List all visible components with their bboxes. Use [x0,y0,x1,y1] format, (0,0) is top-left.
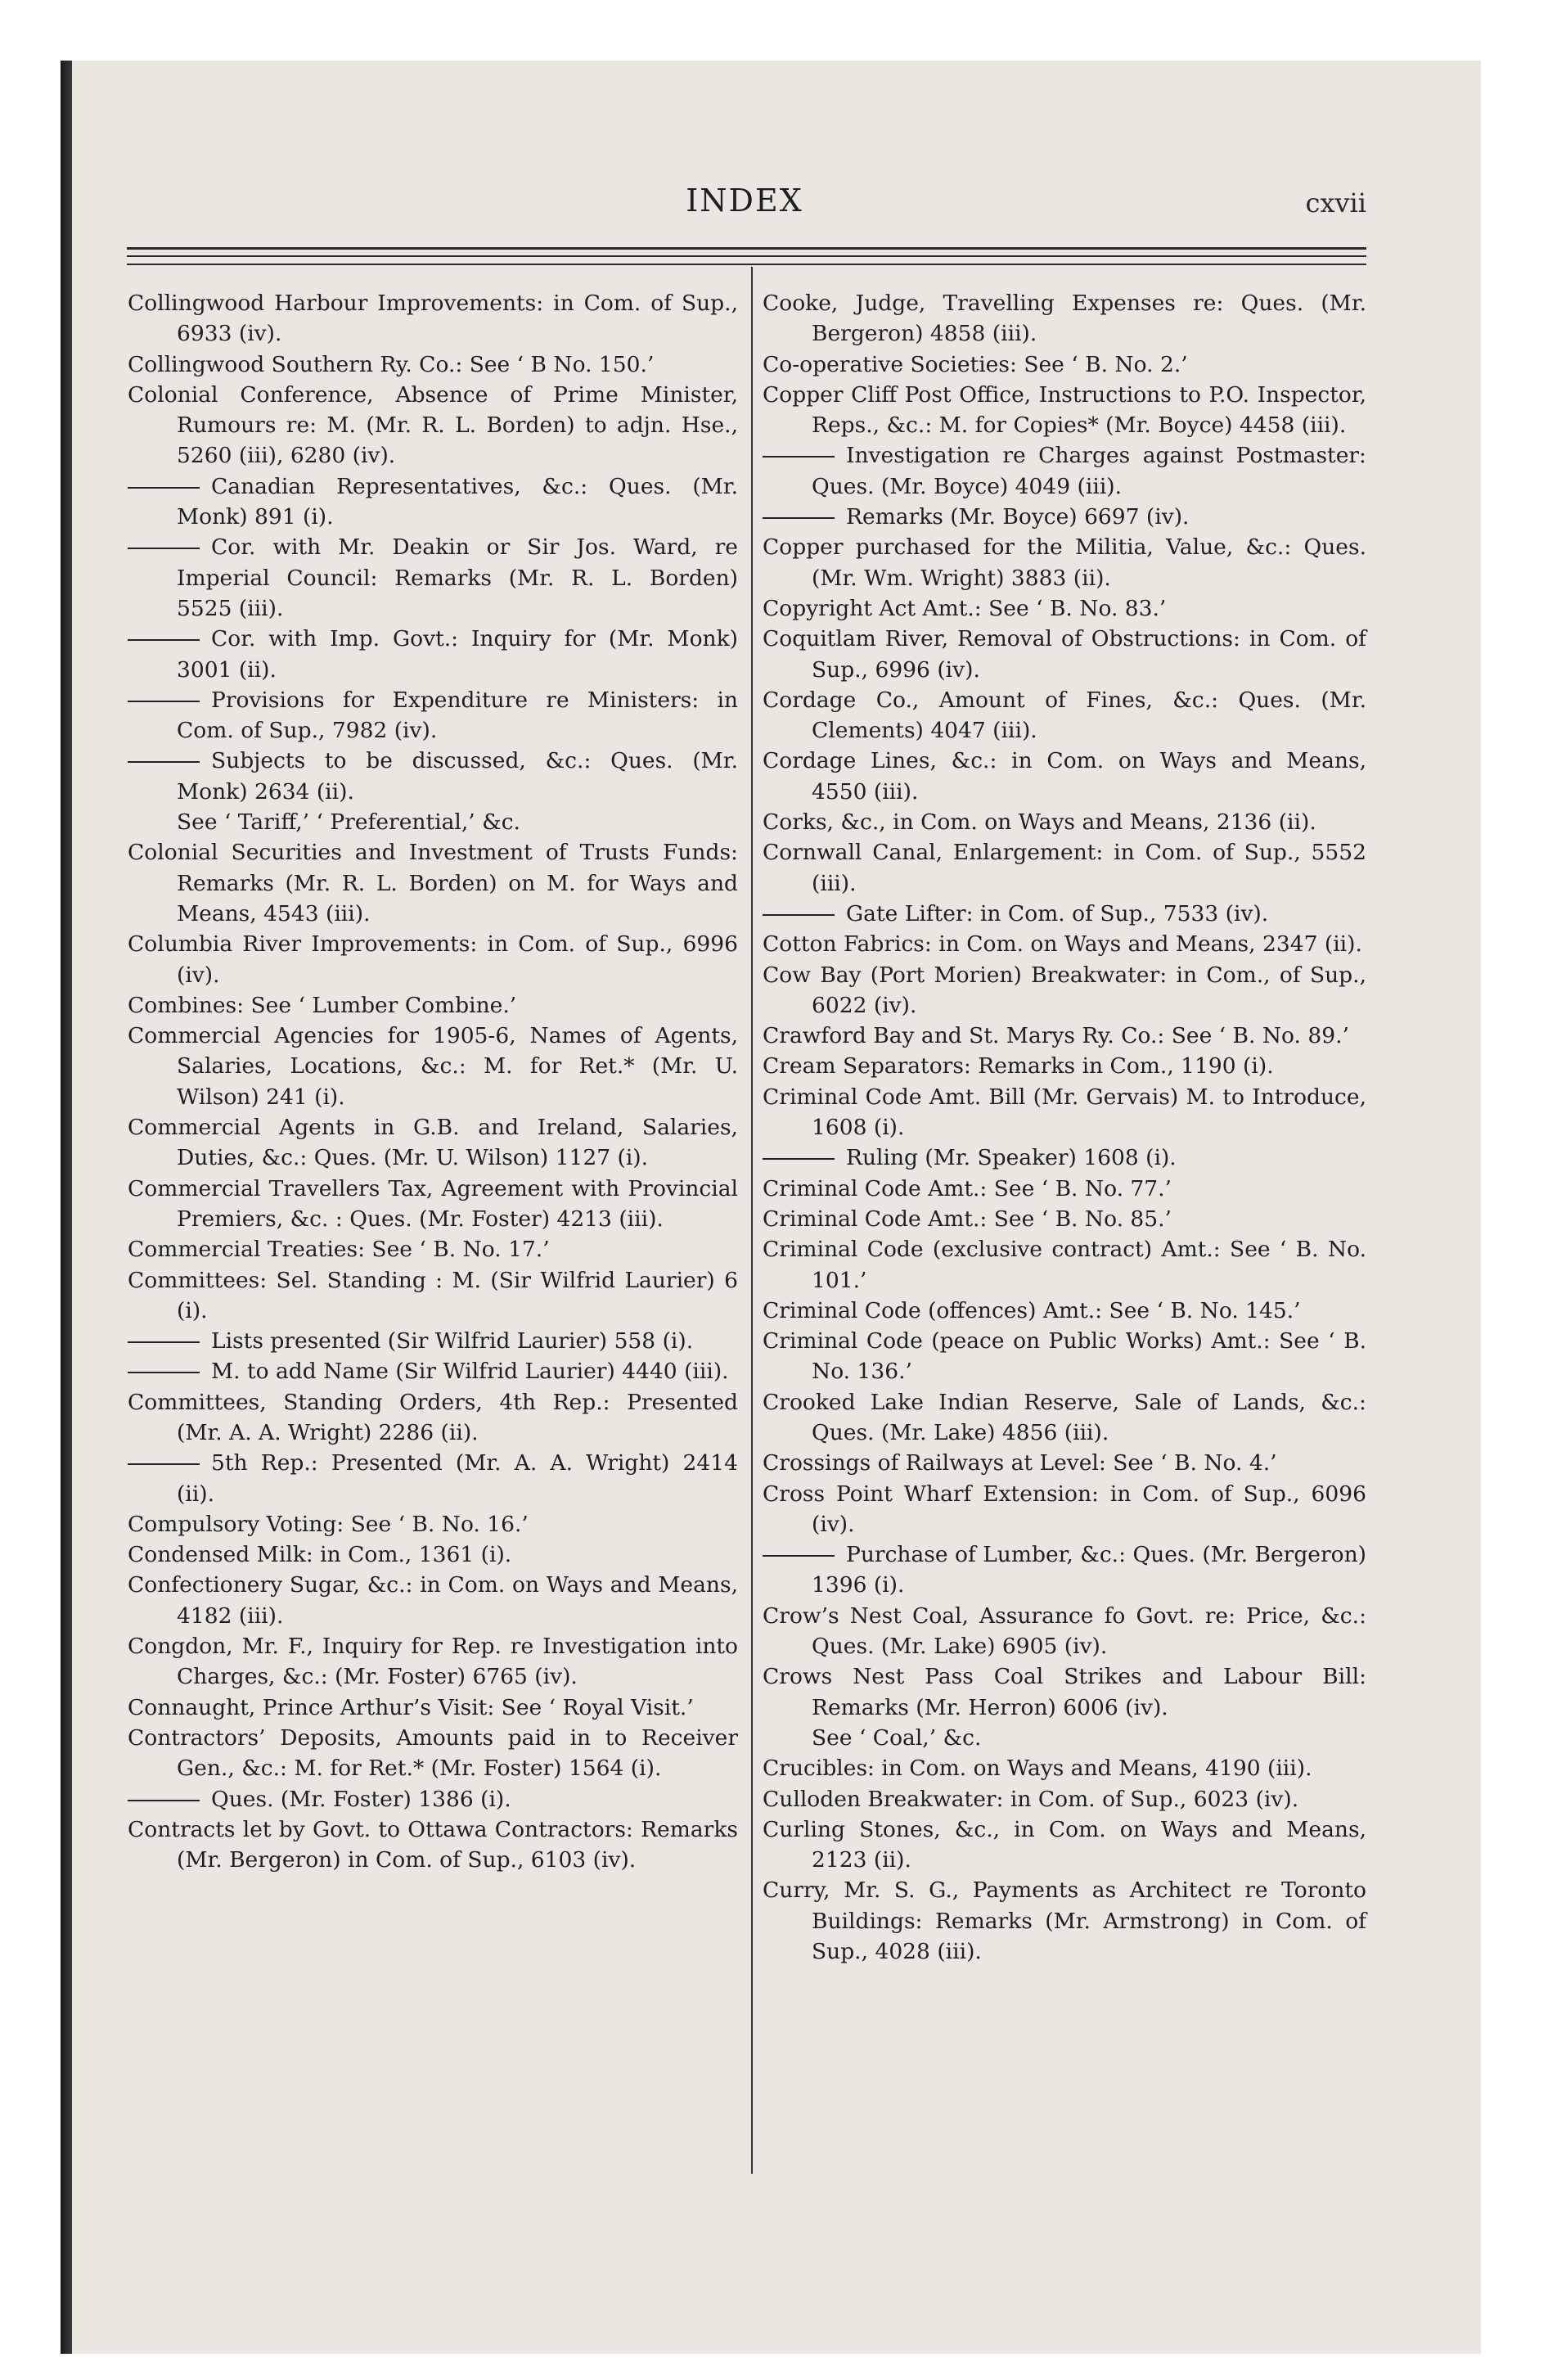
index-entry: Condensed Milk: in Com., 1361 (i). [128,1542,512,1568]
index-entry: Commercial Travellers Tax, Agreement with Provincial Premiers, &c. : Ques. (Mr. Foster) 4213 (iii). [128,1175,738,1232]
index-column-left [128,288,738,1875]
index-entry: Criminal Code (offences) Amt.: See ‘ B. No. 145.’ [763,1297,1301,1323]
page-number: cxvii [1305,187,1366,219]
index-entry: Copyright Act Amt.: See ‘ B. No. 83.’ [763,595,1167,621]
index-subentry: Ques. (Mr. Foster) 1386 (i). [128,1784,738,1814]
index-entry: Commercial Agencies for 1905-6, Names of Agents, Salaries, Locations, &c.: M. for Ret.* (Mr. U. Wilson) 241 (i). [128,1023,738,1110]
header-rule [127,255,1366,257]
index-subentry: Cor. with Imp. Govt.: Inquiry for (Mr. Monk) 3001 (ii). [128,624,738,685]
header-rule [127,264,1366,265]
index-entry: Collingwood Harbour Improvements: in Com. of Sup., 6933 (iv). [128,291,738,347]
index-see-reference: See ‘ Coal,’ &c. [812,1724,982,1751]
index-entry: Culloden Breakwater: in Com. of Sup., 6023 (iv). [763,1786,1299,1812]
index-entry: Committees, Standing Orders, 4th Rep.: Presented (Mr. A. A. Wright) 2286 (ii). [128,1389,738,1445]
index-entry: Crawford Bay and St. Marys Ry. Co.: See ‘ B. No. 89.’ [763,1023,1349,1049]
index-subentry: Gate Lifter: in Com. of Sup., 7533 (iv). [763,899,1366,929]
index-entry: Corks, &c., in Com. on Ways and Means, 2136 (ii). [763,809,1316,836]
index-entry: Criminal Code Amt.: See ‘ B. No. 85.’ [763,1206,1172,1232]
header-rule [127,247,1366,250]
index-entry: Coquitlam River, Removal of Obstructions: in Com. of Sup., 6996 (iv). [763,626,1366,683]
index-entry: Crossings of Railways at Level: See ‘ B. No. 4.’ [763,1450,1277,1476]
index-entry: Columbia River Improvements: in Com. of Sup., 6996 (iv). [128,931,738,988]
index-entry: Compulsory Voting: See ‘ B. No. 16.’ [128,1511,529,1537]
index-see-reference: See ‘ Tariff,’ ‘ Preferential,’ &c. [177,809,520,836]
index-entry: Criminal Code (exclusive contract) Amt.: See ‘ B. No. 101.’ [763,1237,1366,1293]
index-entry: Combines: See ‘ Lumber Combine.’ [128,992,517,1018]
index-entry: Colonial Securities and Investment of Trusts Funds: Remarks (Mr. R. L. Borden) on M. for Ways and Means, 4543 (iii). [128,840,738,926]
index-entry: Contractors’ Deposits, Amounts paid in to Receiver Gen., &c.: M. for Ret.* (Mr. Foster) 1564 (i). [128,1724,738,1782]
index-entry: Copper purchased for the Militia, Value, &c.: Ques. (Mr. Wm. Wright) 3883 (ii). [763,534,1366,591]
index-subentry: Provisions for Expenditure re Ministers: in Com. of Sup., 7982 (iv). [128,685,738,746]
column-divider [751,267,753,2174]
index-subentry: 5th Rep.: Presented (Mr. A. A. Wright) 2414 (ii). [128,1448,738,1509]
index-entry: Confectionery Sugar, &c.: in Com. on Ways and Means, 4182 (iii). [128,1572,738,1629]
index-subentry: M. to add Name (Sir Wilfrid Laurier) 4440 (iii). [128,1356,738,1386]
index-entry: Collingwood Southern Ry. Co.: See ‘ B No. 150.’ [128,351,655,377]
index-entry: Criminal Code (peace on Public Works) Amt.: See ‘ B. No. 136.’ [763,1328,1366,1385]
running-head-title: INDEX [686,183,803,219]
index-entry: Cordage Lines, &c.: in Com. on Ways and Means, 4550 (iii). [763,748,1366,805]
index-entry: Cornwall Canal, Enlargement: in Com. of Sup., 5552 (iii). [763,840,1366,896]
index-subentry: Investigation re Charges against Postmaster: Ques. (Mr. Boyce) 4049 (iii). [763,440,1366,502]
index-entry: Commercial Agents in G.B. and Ireland, Salaries, Duties, &c.: Ques. (Mr. U. Wilson) 1127 (i). [128,1115,738,1171]
index-entry: Cream Separators: Remarks in Com., 1190 (i). [763,1053,1274,1080]
index-entry: Connaught, Prince Arthur’s Visit: See ‘ Royal Visit.’ [128,1694,694,1720]
index-entry: Curry, Mr. S. G., Payments as Architect re Toronto Buildings: Remarks (Mr. Armstrong) in Com. of Sup., 4028 (iii). [763,1877,1366,1965]
index-entry: Criminal Code Amt.: See ‘ B. No. 77.’ [763,1175,1172,1201]
index-entry: Contracts let by Govt. to Ottawa Contractors: Remarks (Mr. Bergeron) in Com. of Sup., 6103 (iv). [128,1816,738,1873]
index-subentry: Canadian Representatives, &c.: Ques. (Mr. Monk) 891 (i). [128,471,738,533]
index-subentry: Remarks (Mr. Boyce) 6697 (iv). [763,502,1366,532]
page-binding-edge [61,61,72,2354]
index-entry: Co-operative Societies: See ‘ B. No. 2.’ [763,351,1188,377]
index-subentry: Subjects to be discussed, &c.: Ques. (Mr. Monk) 2634 (ii). [128,746,738,807]
index-entry: Cotton Fabrics: in Com. on Ways and Means, 2347 (ii). [763,931,1362,958]
index-entry: Congdon, Mr. F., Inquiry for Rep. re Investigation into Charges, &c.: (Mr. Foster) 6765 (iv). [128,1634,738,1690]
index-entry: Committees: Sel. Standing : M. (Sir Wilfrid Laurier) 6 (i). [128,1267,738,1323]
index-entry: Crooked Lake Indian Reserve, Sale of Lands, &c.: Ques. (Mr. Lake) 4856 (iii). [763,1389,1366,1445]
index-entry: Curling Stones, &c., in Com. on Ways and Means, 2123 (ii). [763,1816,1366,1873]
index-entry: Cordage Co., Amount of Fines, &c.: Ques. (Mr. Clements) 4047 (iii). [763,687,1366,744]
index-entry: Commercial Treaties: See ‘ B. No. 17.’ [128,1237,550,1263]
page-header [123,176,1366,233]
index-subentry: Lists presented (Sir Wilfrid Laurier) 558 (i). [128,1326,738,1356]
index-entry: Cow Bay (Port Morien) Breakwater: in Com., of Sup., 6022 (iv). [763,962,1366,1018]
index-entry: Crucibles: in Com. on Ways and Means, 4190 (iii). [763,1756,1312,1782]
index-entry: Cooke, Judge, Travelling Expenses re: Ques. (Mr. Bergeron) 4858 (iii). [763,291,1366,347]
index-entry: Copper Cliff Post Office, Instructions to P.O. Inspector, Reps., &c.: M. for Copies* (Mr. Boyce) 4458 (iii). [763,381,1366,439]
index-entry: Crow’s Nest Coal, Assurance fo Govt. re: Price, &c.: Ques. (Mr. Lake) 6905 (iv). [763,1602,1366,1660]
index-subentry: Purchase of Lumber, &c.: Ques. (Mr. Bergeron) 1396 (i). [763,1539,1366,1601]
index-subentry: Ruling (Mr. Speaker) 1608 (i). [763,1143,1366,1173]
index-column-right [763,288,1366,1967]
index-entry: Criminal Code Amt. Bill (Mr. Gervais) M. to Introduce, 1608 (i). [763,1084,1366,1141]
index-entry: Colonial Conference, Absence of Prime Minister, Rumours re: M. (Mr. R. L. Borden) to adjn. Hse., 5260 (iii), 6280 (iv). [128,381,738,469]
index-subentry: Cor. with Mr. Deakin or Sir Jos. Ward, re Imperial Council: Remarks (Mr. R. L. Borden) 5525 (iii). [128,532,738,624]
index-entry: Crows Nest Pass Coal Strikes and Labour Bill: Remarks (Mr. Herron) 6006 (iv). [763,1664,1366,1720]
index-entry: Cross Point Wharf Extension: in Com. of Sup., 6096 (iv). [763,1481,1366,1537]
